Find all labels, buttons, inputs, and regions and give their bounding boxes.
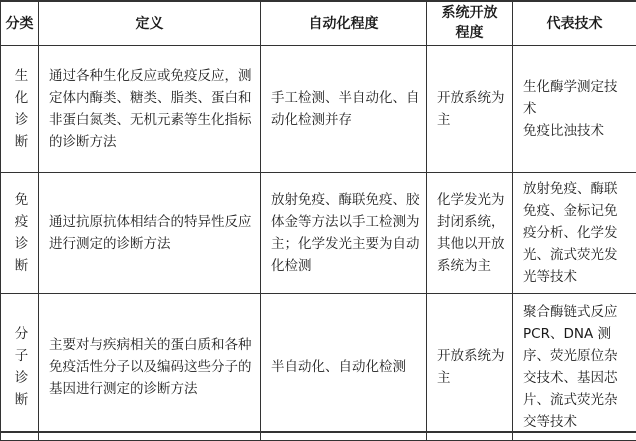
row-category: 免疫诊断 xyxy=(1,173,39,294)
table-row xyxy=(1,173,636,294)
row-system-open: 开放系统为主 xyxy=(427,46,513,173)
row-tech-line1: 生化酶学测定技术 xyxy=(523,76,630,120)
header-definition: 定义 xyxy=(39,1,261,46)
row-category: 生化诊断 xyxy=(1,46,39,173)
table-header-row xyxy=(1,1,636,46)
row-system-open: 化学发光为封闭系统，其他以开放系统为主 xyxy=(427,173,513,294)
row-definition: 通过抗原抗体相结合的特异性反应进行测定的诊断方法 xyxy=(39,173,261,294)
row-automation: 半自动化、自动化检测 xyxy=(261,294,427,441)
header-automation: 自动化程度 xyxy=(261,1,427,46)
row-category: 分子诊断 xyxy=(1,294,39,441)
table-row xyxy=(1,294,636,441)
header-tech: 代表技术 xyxy=(513,1,636,46)
header-category: 分类 xyxy=(1,1,39,46)
row-tech xyxy=(513,46,636,173)
row-system-open: 开放系统为主 xyxy=(427,294,513,441)
header-system-open xyxy=(427,1,513,46)
row-tech: 放射免疫、酶联免疫、金标记免疫分析、化学发光、流式荧光发光等技术 xyxy=(513,173,636,294)
row-definition: 通过各种生化反应或免疫反应，测定体内酶类、糖类、脂类、蛋白和非蛋白氮类、无机元素等生化指标的诊断方法 xyxy=(39,46,261,173)
table-top-rule xyxy=(0,0,636,2)
header-system-open-line2: 程度 xyxy=(427,23,512,43)
table-row xyxy=(1,46,636,173)
row-automation: 放射免疫、酶联免疫、胶体金等方法以手工检测为主；化学发光主要为自动化检测 xyxy=(261,173,427,294)
row-definition: 主要对与疾病相关的蛋白质和各种免疫活性分子以及编码这些分子的基因进行测定的诊断方法 xyxy=(39,294,261,441)
row-tech: 聚合酶链式反应PCR、DNA 测序、荧光原位杂交技术、基因芯片、流式荧光杂交等技术 xyxy=(513,294,636,441)
row-tech-line2: 免疫比浊技术 xyxy=(523,120,630,142)
header-system-open-line1: 系统开放 xyxy=(427,3,512,23)
row-automation: 手工检测、半自动化、自动化检测并存 xyxy=(261,46,427,173)
